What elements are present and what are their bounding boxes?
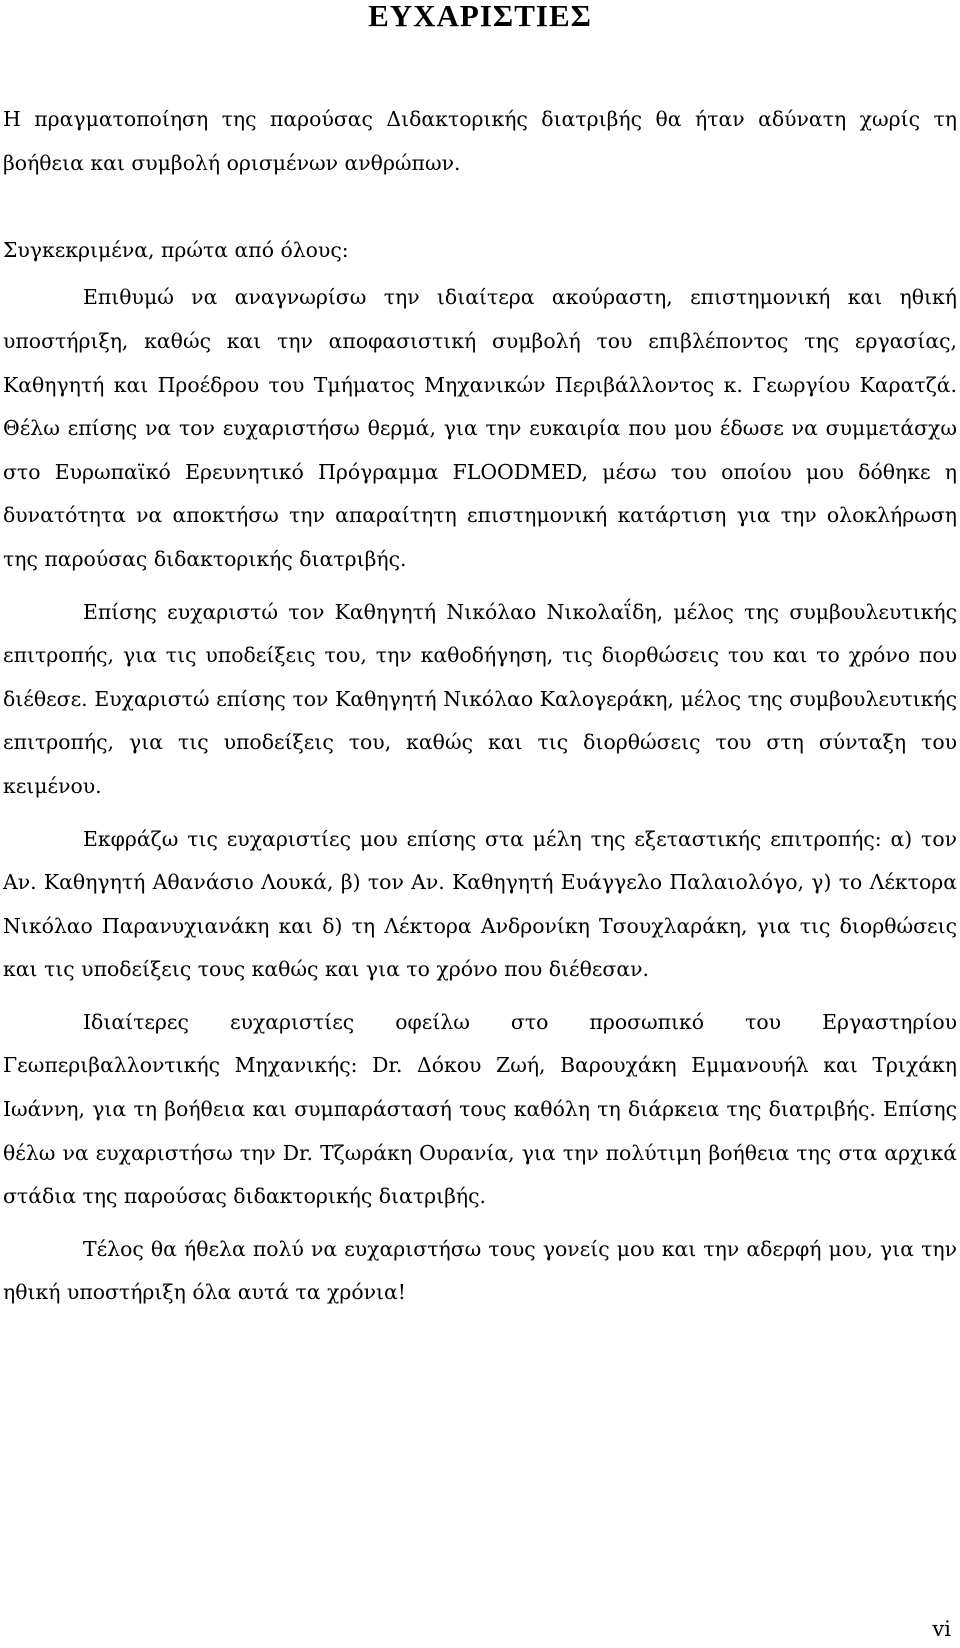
paragraph-family: Τέλος θα ήθελα πολύ να ευχαριστήσω τους γονείς μου και την αδερφή μου, για την ηθική υποστήριξη όλα αυτά τα χρόνια!	[3, 1236, 957, 1305]
paragraph-committee-advisors: Επίσης ευχαριστώ τον Καθηγητή Νικόλαο Νικολαΐδη, μέλος της συμβουλευτικής επιτροπής, για τις υποδείξεις του, την καθοδήγηση, τις διορθώσεις του και το χρόνο που διέθεσε. Ευχαριστώ επίσης τον Καθηγητή Νικόλαο Καλογεράκη, μέλος της συμβουλευτικής επιτροπής, για τις υποδείξεις του, καθώς και τις διορθώσεις του στη σύνταξη του κειμένου.	[3, 599, 957, 798]
page-title: ΕΥΧΑΡΙΣΤΙΕΣ	[368, 0, 592, 33]
document-body	[3, 98, 957, 1315]
page	[3, 0, 957, 1641]
page-number: vi	[932, 1617, 951, 1641]
paragraph-examination-committee: Εκφράζω τις ευχαριστίες μου επίσης στα μέλη της εξεταστικής επιτροπής: α) τον Αν. Καθηγητή Αθανάσιο Λουκά, β) τον Αν. Καθηγητή Ευάγγελο Παλαιολόγο, γ) το Λέκτορα Νικόλαο Παρανυχιανάκη και δ) τη Λέκτορα Ανδρονίκη Τσουχλαράκη, για τις διορθώσεις και τις υποδείξεις τους καθώς και για το χρόνο που διέθεσαν.	[3, 826, 957, 982]
paragraph-specifically: Συγκεκριμένα, πρώτα από όλους:	[3, 237, 349, 262]
paragraph-intro: Η πραγματοποίηση της παρούσας Διδακτορικής διατριβής θα ήταν αδύνατη χωρίς τη βοήθεια και συμβολή ορισμένων ανθρώπων.	[3, 107, 957, 175]
paragraph-lab-staff: Ιδιαίτερες ευχαριστίες οφείλω στο προσωπικό του Εργαστηρίου Γεωπεριβαλλοντικής Μηχανικής: Dr. Δόκου Ζωή, Βαρουχάκη Εμμανουήλ και Τριχάκη Ιωάννη, για τη βοήθεια και συμπαράστασή τους καθόλη τη διάρκεια της διατριβής. Επίσης θέλω να ευχαριστήσω την Dr. Τζωράκη Ουρανία, για την πολύτιμη βοήθεια της στα αρχικά στάδια της παρούσας διδακτορικής διατριβής.	[3, 1009, 957, 1209]
paragraph-supervisor: Επιθυμώ να αναγνωρίσω την ιδιαίτερα ακούραστη, επιστημονική και ηθική υποστήριξη, καθώς και την αποφασιστική συμβολή του επιβλέποντος της εργασίας, Καθηγητή και Προέδρου του Τμήματος Μηχανικών Περιβάλλοντος κ. Γεωργίου Καρατζά. Θέλω επίσης να τον ευχαριστήσω θερμά, για την ευκαιρία που μου έδωσε να συμμετάσχω στο Ευρωπαϊκό Ερευνητικό Πρόγραμμα FLOODMED, μέσω του οποίου μου δόθηκε η δυνατότητα να αποκτήσω την απαραίτητη επιστημονική κατάρτιση για την ολοκλήρωση της παρούσας διδακτορικής διατριβής.	[3, 285, 957, 571]
